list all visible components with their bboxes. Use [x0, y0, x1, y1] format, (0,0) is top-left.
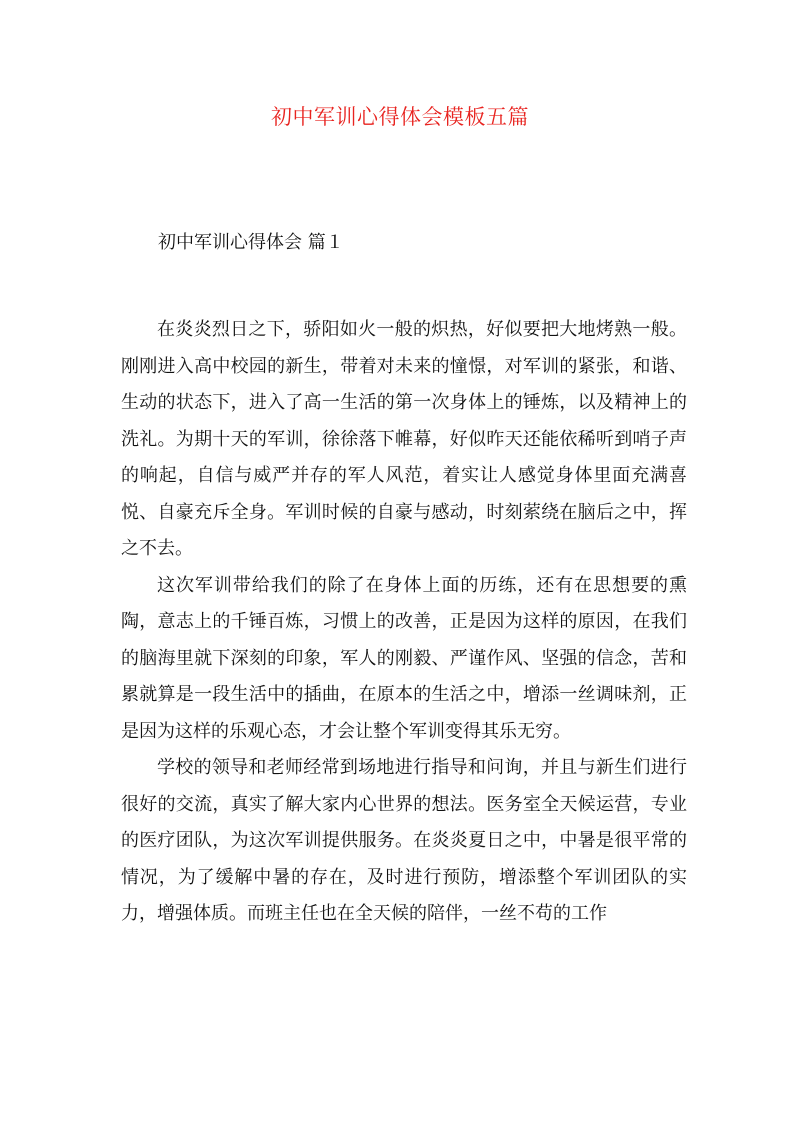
paragraph-3: 学校的领导和老师经常到场地进行指导和问询，并且与新生们进行很好的交流，真实了解大家内心世界的想法。医务室全天候运营，专业的医疗团队，为这次军训提供服务。在炎炎夏日之中，中暑是很平常的情况，为了缓解中暑的存在，及时进行预防，增添整个军训团队的实力，增强体质。而班主任也在全天候的陪伴，一丝不苟的工作 [121, 757, 687, 924]
body-text [121, 312, 687, 933]
paragraph-2: 这次军训带给我们的除了在身体上面的历练，还有在思想要的熏陶，意志上的千锤百炼，习惯上的改善，正是因为这样的原因，在我们的脑海里就下深刻的印象，军人的刚毅、严谨作风、坚强的信念，苦和累就算是一段生活中的插曲，在原本的生活之中，增添一丝调味剂，正是因为这样的乐观心态，才会让整个军训变得其乐无穷。 [121, 574, 687, 742]
paragraph-1: 在炎炎烈日之下，骄阳如火一般的炽热，好似要把大地烤熟一般。刚刚进入高中校园的新生，带着对未来的憧憬，对军训的紧张，和谐、生动的状态下，进入了高一生活的第一次身体上的锤炼，以及精神上的洗礼。为期十天的军训，徐徐落下帷幕，好似昨天还能依稀听到哨子声的响起，自信与威严并存的军人风范，着实让人感觉身体里面充满喜悦、自豪充斥全身。军训时候的自豪与感动，时刻萦绕在脑后之中，挥之不去。 [121, 319, 687, 559]
section-heading: 初中军训心得体会 篇１ [158, 232, 344, 253]
document-title: 初中军训心得体会模板五篇 [271, 105, 529, 129]
